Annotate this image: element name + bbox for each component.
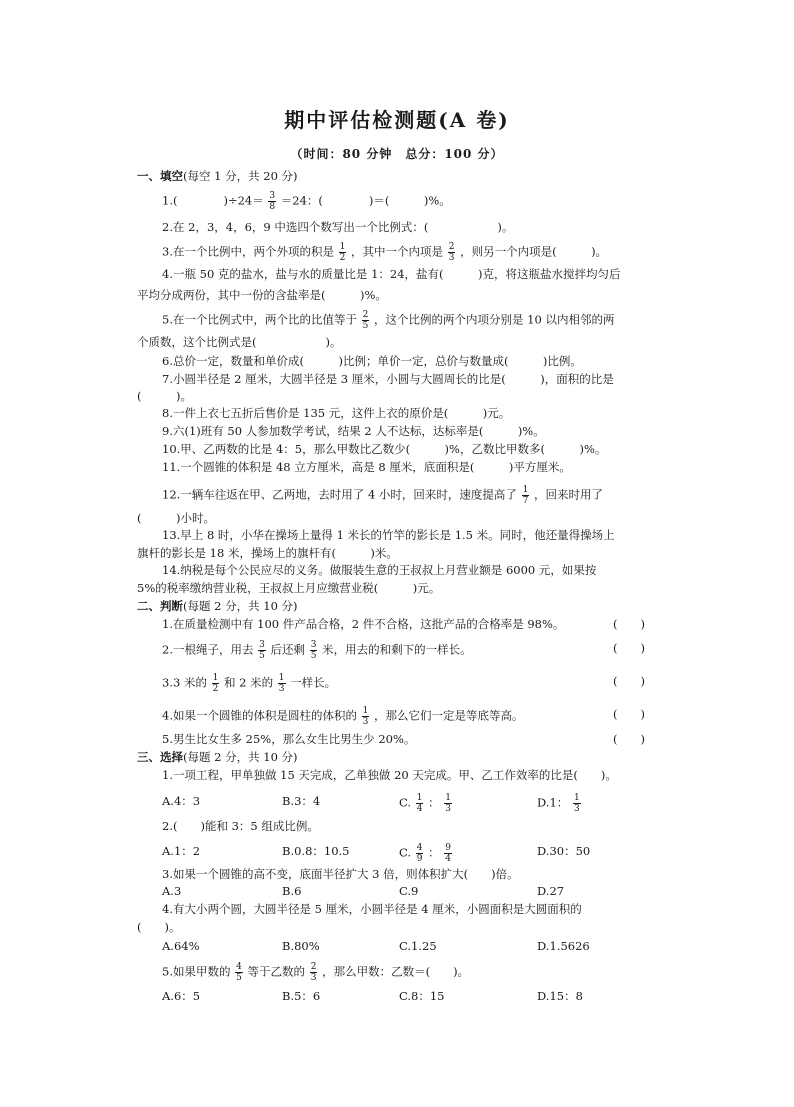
fraction [522,485,530,506]
section3-note: (每题 2 分，共 10 分) [183,750,298,764]
fraction-numerator: 2 [362,310,369,320]
s1-q14-line2: 5%的税率缴纳营业税，王叔叔上月应缴营业税( )元。 [137,581,441,595]
fraction [310,962,318,983]
s2-q3-text-b: 和 2 米的 [224,675,274,690]
fraction-denominator: 8 [269,202,276,212]
s3-q2-stem: 2.( )能和 3：5 组成比例。 [162,819,319,833]
s3-q5-text-c: ，那么甲数：乙数＝( )。 [322,964,470,979]
s3-q5-option-b: B.5：6 [282,989,321,1003]
fraction-denominator: 3 [445,804,451,814]
fraction [310,640,318,661]
s3-q1-option-b: B.3：4 [282,794,321,808]
fraction-denominator: 5 [259,651,265,661]
fraction-denominator: 9 [416,854,423,864]
fraction [278,673,286,694]
s1-q11: 11.一个圆锥的体积是 48 立方厘米，高是 8 厘米，底面积是( )平方厘米。 [162,460,571,474]
s1-q3-text-b: ，其中一个内项是 [351,244,444,259]
fraction-numerator: 1 [445,793,451,803]
option-c-label: C. [399,795,412,810]
fraction-numerator: 1 [362,706,369,716]
fraction-numerator: 3 [269,191,276,201]
fraction-numerator: 9 [445,843,451,853]
s3-q3-option-a: A.3 [162,884,182,898]
section3-title: 三、选择 [137,750,183,764]
s3-q4-stem-line2: ( )。 [137,920,181,934]
s3-q3-option-d: D.27 [537,884,565,898]
s2-q1: 1.在质量检测中有 100 件产品合格，2 件不合格，这批产品的合格率是 98%。 [162,617,565,631]
s3-q5-text-b: 等于乙数的 [247,964,306,979]
ratio-separator: ： [428,845,440,860]
s2-q2 [162,640,472,661]
s1-q3-text-c: ，则另一个内项是( )。 [460,244,608,259]
s2-q3-text-c: 一样长。 [290,675,337,690]
s1-q1-text-a: 1.( )÷24＝ [162,193,264,208]
s1-q5-line2: 个质数，这个比例式是( )。 [137,335,342,349]
s3-q5-option-c: C.8：15 [399,989,445,1003]
fraction [339,242,347,263]
answer-blank: ( ) [613,617,645,631]
s2-q2-text-c: 米，用去的和剩下的一样长。 [322,642,472,657]
s3-q5-text-a: 5.如果甲数的 [162,964,231,979]
fraction-denominator: 7 [522,496,529,506]
s3-q4-stem-line1: 4.有大小两个圆，大圆半径是 5 厘米，小圆半径是 4 厘米，小圆面积是大圆面积的 [162,902,582,916]
fraction [362,706,370,727]
s1-q12-text-a: 12.一辆车往返在甲、乙两地，去时用了 4 小时，回来时，速度提高了 [162,487,517,502]
s3-q2-option-d: D.30：50 [537,844,591,858]
s1-q6: 6.总价一定，数量和单价成( )比例；单价一定，总价与数量成( )比例。 [162,354,582,368]
fraction [235,962,243,983]
fraction-numerator: 1 [522,485,529,495]
fraction [444,843,452,864]
s3-q5-option-d: D.15：8 [537,989,583,1003]
s1-q4-line1: 4.一瓶 50 克的盐水，盐与水的质量比是 1：24，盐有( )克，将这瓶盐水搅拌均匀后 [162,267,621,281]
s3-q1-option-d [537,793,582,814]
ratio-separator: ： [428,795,440,810]
s1-q10: 10.甲、乙两数的比是 4：5，那么甲数比乙数少( )%，乙数比甲数多( )%。 [162,442,607,456]
fraction-denominator: 4 [445,854,451,864]
s1-q1 [162,191,451,212]
fraction-numerator: 3 [310,640,317,650]
fraction-numerator: 1 [339,242,346,252]
fraction [416,843,424,864]
fraction-denominator: 2 [212,684,219,694]
fraction [362,310,370,331]
fraction-numerator: 1 [573,793,580,803]
page-title: 期中评估检测题(A 卷) [284,108,510,132]
fraction-denominator: 3 [573,804,580,814]
s1-q14-line1: 14.纳税是每个公民应尽的义务。做服装生意的王叔叔上月营业额是 6000 元，如果按 [162,563,597,577]
fraction-numerator: 4 [236,962,242,972]
fraction-denominator: 3 [448,253,455,263]
s1-q3-text-a: 3.在一个比例中，两个外项的积是 [162,244,334,259]
answer-blank: ( ) [613,641,645,655]
s1-q5-text-b: ，这个比例的两个内项分别是 10 以内相邻的两 [374,312,615,327]
s1-q7-line1: 7.小圆半径是 2 厘米，大圆半径是 3 厘米，小圆与大圆周长的比是( )，面积的比是 [162,372,614,386]
fraction-numerator: 1 [278,673,285,683]
section2-title: 二、判断 [137,599,183,613]
fraction-denominator: 4 [416,804,423,814]
s1-q2: 2.在 2，3，4，6，9 中选四个数写出一个比例式：( )。 [162,220,514,234]
section2-note: (每题 2 分，共 10 分) [183,599,298,613]
fraction [268,191,276,212]
s1-q1-text-b: ＝24：( )＝( )%。 [280,193,451,208]
page-subtitle: （时间：80 分钟 总分：100 分） [290,147,504,161]
fraction-denominator: 3 [278,684,285,694]
section1-title: 一、填空 [137,169,183,183]
fraction-denominator: 3 [310,973,317,983]
s3-q3-option-b: B.6 [282,884,302,898]
fraction-denominator: 3 [362,717,369,727]
s2-q4 [162,706,524,727]
s1-q8: 8.一件上衣七五折后售价是 135 元，这件上衣的原价是( )元。 [162,406,511,420]
s3-q4-option-a: A.64% [162,939,200,953]
s2-q3-text-a: 3.3 米的 [162,675,207,690]
s1-q12-line1 [162,485,603,506]
s3-q5-stem [162,962,469,983]
s1-q3 [162,242,607,263]
s1-q5-text-a: 5.在一个比例式中，两个比的比值等于 [162,312,357,327]
fraction-numerator: 1 [212,673,219,683]
s2-q2-text-b: 后还剩 [270,642,306,657]
fraction-numerator: 4 [416,843,423,853]
s1-q7-line2: ( )。 [137,389,192,403]
s3-q4-option-b: B.80% [282,939,320,953]
answer-blank: ( ) [613,674,645,688]
s3-q3-stem: 3.如果一个圆锥的高不变，底面半径扩大 3 倍，则体积扩大( )倍。 [162,867,519,881]
s2-q5: 5.男生比女生多 25%，那么女生比男生少 20%。 [162,732,416,746]
section1-note: (每空 1 分，共 20 分) [183,169,298,183]
fraction-numerator: 3 [259,640,265,650]
fraction-denominator: 5 [310,651,317,661]
option-c-label: C. [399,845,412,860]
s1-q13-line1: 13.早上 8 时，小华在操场上量得 1 米长的竹竿的影长是 1.5 米。同时，他还量得操场上 [162,528,615,542]
fraction [212,673,220,694]
s3-q4-option-c: C.1.25 [399,939,437,953]
fraction-numerator: 2 [310,962,317,972]
fraction-denominator: 5 [236,973,242,983]
s3-q1-option-a: A.4：3 [162,794,201,808]
s1-q5-line1 [162,310,614,331]
fraction [416,793,424,814]
s1-q13-line2: 旗杆的影长是 18 米，操场上的旗杆有( )米。 [137,546,398,560]
fraction [258,640,266,661]
s1-q4-line2: 平均分成两份，其中一份的含盐率是( )%。 [137,288,387,302]
s3-q1-option-c [399,793,453,814]
answer-blank: ( ) [613,732,645,746]
s1-q9: 9.六(1)班有 50 人参加数学考试，结果 2 人不达标，达标率是( )%。 [162,424,545,438]
fraction-numerator: 1 [416,793,423,803]
s2-q2-text-a: 2.一根绳子，用去 [162,642,254,657]
s1-q12-text-b: ，回来时用了 [533,487,603,502]
fraction-numerator: 2 [448,242,455,252]
fraction [448,242,456,263]
section2-heading [137,598,298,614]
s3-q1-stem: 1.一项工程，甲单独做 15 天完成，乙单独做 20 天完成。甲、乙工作效率的比是( )。 [162,768,617,782]
s1-q12-line2: ( )小时。 [137,511,215,525]
s2-q3 [162,673,336,694]
s3-q3-option-c: C.9 [399,884,419,898]
section1-heading [137,168,298,184]
section3-heading [137,749,298,765]
s3-q2-option-c [399,843,453,864]
option-d-label: D.1： [537,795,569,810]
s2-q4-text-a: 4.如果一个圆锥的体积是圆柱的体积的 [162,708,357,723]
fraction-denominator: 2 [339,253,346,263]
s3-q5-option-a: A.6：5 [162,989,201,1003]
s3-q2-option-a: A.1：2 [162,844,201,858]
fraction [573,793,581,814]
s2-q4-text-b: ，那么它们一定是等底等高。 [374,708,524,723]
s3-q4-option-d: D.1.5626 [537,939,590,953]
answer-blank: ( ) [613,707,645,721]
fraction-denominator: 5 [362,321,369,331]
fraction [444,793,452,814]
s3-q2-option-b: B.0.8：10.5 [282,844,350,858]
